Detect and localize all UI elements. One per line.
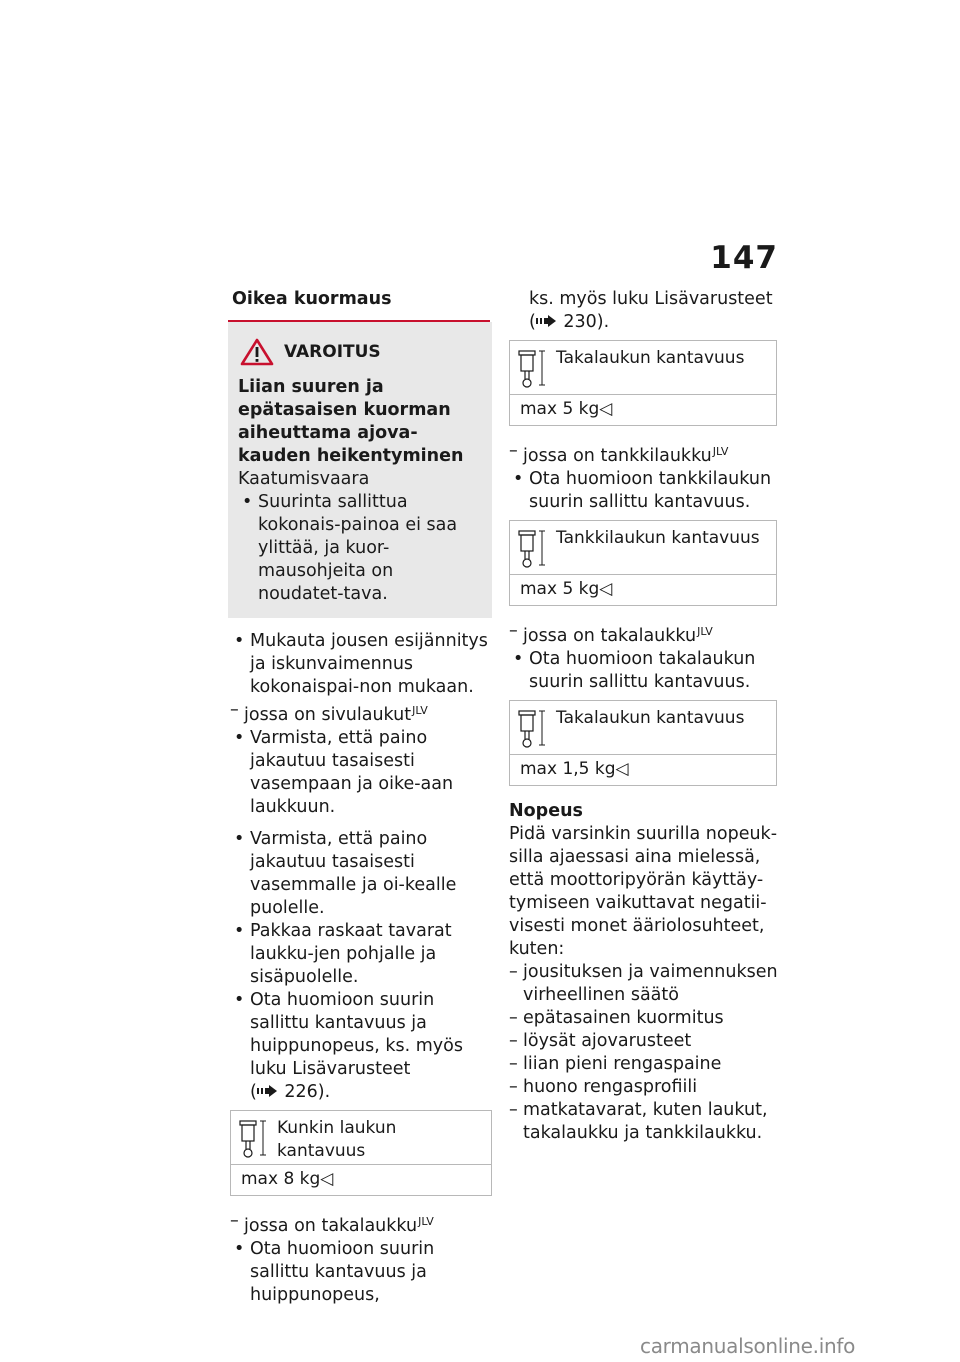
page-number: 147 <box>710 240 778 276</box>
watermark-footer: carmanualsonline.info <box>640 1334 856 1358</box>
condition-item <box>509 620 779 648</box>
table-value: max 5 kg◁ <box>520 399 613 419</box>
condition-item: – matkatavarat, kuten laukut, takalaukku ja tankkilaukku. <box>509 1099 779 1145</box>
warning-triangle-icon <box>240 338 274 366</box>
condition-sup: JLV <box>418 1215 434 1228</box>
weight-gauge-icon <box>237 1115 277 1161</box>
left-column <box>230 288 492 1307</box>
condition-item <box>230 699 492 727</box>
condition-text: jossa on sivulaukut <box>244 705 412 725</box>
condition-text: jossa on takalaukku <box>523 626 697 646</box>
table-label: Tankkilaukun kantavuus <box>556 528 760 548</box>
weight-gauge-icon <box>516 705 556 751</box>
condition-item: – liian pieni rengaspaine <box>509 1053 779 1076</box>
page-reference[interactable]: 226). <box>284 1082 331 1102</box>
table-label: Takalaukun kantavuus <box>556 708 745 728</box>
condition-item <box>230 1210 492 1238</box>
reference-arrow-icon <box>536 314 558 328</box>
list-item: • Varmista, että paino jakautuu tasaisesti vasempaan ja oike-aan laukkuun. <box>230 727 492 819</box>
speed-paragraph: Pidä varsinkin suurilla nopeuk-silla ajaessasi aina mielessä, että moottoripyörän käyttäy-tymiseen vaikuttavat negatii-visesti monet ääriolosuhteet, kuten: <box>509 824 778 959</box>
continued-text: ks. myös luku Lisävarusteet ( 230). <box>529 289 773 332</box>
table-header-row <box>510 341 776 395</box>
section-title: Oikea kuormaus <box>232 289 392 309</box>
table-label: Takalaukun kantavuus <box>556 348 745 368</box>
page-reference[interactable]: 230). <box>563 312 610 332</box>
right-column <box>509 288 779 1145</box>
continued-line: ks. myös luku Lisävarusteet <box>529 289 773 309</box>
table-header-row <box>510 701 776 755</box>
load-capacity-table <box>230 1110 492 1196</box>
warning-hazard: Kaatumisvaara <box>238 469 370 489</box>
load-capacity-table <box>509 520 777 606</box>
table-value: max 8 kg◁ <box>241 1169 334 1189</box>
condition-item <box>509 440 779 468</box>
list-item-text: Ota huomioon suurin sallittu kantavuus ja huippunopeus, ks. myös luku Lisävarusteet <box>250 990 463 1079</box>
table-value: max 1,5 kg◁ <box>520 759 629 779</box>
load-capacity-table <box>509 700 777 786</box>
list-item: • Ota huomioon takalaukun suurin sallittu kantavuus. <box>509 648 779 694</box>
weight-gauge-icon <box>516 525 556 571</box>
warning-header <box>238 338 482 366</box>
list-item: • Pakkaa raskaat tavarat laukku-jen pohjalle ja sisäpuolelle. <box>230 920 492 989</box>
table-header-row <box>231 1111 491 1165</box>
table-label: Kunkin laukun kantavuus <box>277 1118 397 1161</box>
condition-item: – huono rengasprofiili <box>509 1076 779 1099</box>
condition-item: – epätasainen kuormitus <box>509 1007 779 1030</box>
list-item: • Ota huomioon suurin sallittu kantavuus ja huippunopeus, ks. myös luku Lisävarusteet ( 226). <box>230 989 492 1104</box>
list-item: • Mukauta jousen esijännitys ja iskunvaimennus kokonaispai-non mukaan. <box>230 630 492 699</box>
load-capacity-table <box>509 340 777 426</box>
condition-sup: JLV <box>412 704 428 717</box>
speed-heading: Nopeus <box>509 801 583 821</box>
condition-sup: JLV <box>697 625 713 638</box>
reference-arrow-icon <box>257 1084 279 1098</box>
condition-text: jossa on takalaukku <box>244 1216 418 1236</box>
list-item: • Varmista, että paino jakautuu tasaisesti vasemmalle ja oi-kealle puolelle. <box>230 828 492 920</box>
list-item: • Ota huomioon suurin sallittu kantavuus ja huippunopeus, <box>230 1238 492 1307</box>
condition-item: – jousituksen ja vaimennuksen virheellinen säätö <box>509 961 779 1007</box>
warning-heading: Liian suuren ja epätasaisen kuorman aiheuttama ajova-kauden heikentyminen <box>238 377 464 466</box>
warning-label: VAROITUS <box>284 341 381 362</box>
table-value: max 5 kg◁ <box>520 579 613 599</box>
condition-text: jossa on tankkilaukku <box>523 446 712 466</box>
warning-box <box>228 322 492 618</box>
table-header-row <box>510 521 776 575</box>
warning-bullet: • Suurinta sallittua kokonais-painoa ei saa ylittää, ja kuor-mausohjeita on noudatet-tava. <box>238 491 482 606</box>
condition-sup: JLV <box>712 445 729 458</box>
weight-gauge-icon <box>516 345 556 391</box>
list-item: • Ota huomioon tankkilaukun suurin sallittu kantavuus. <box>509 468 779 514</box>
condition-item: – löysät ajovarusteet <box>509 1030 779 1053</box>
